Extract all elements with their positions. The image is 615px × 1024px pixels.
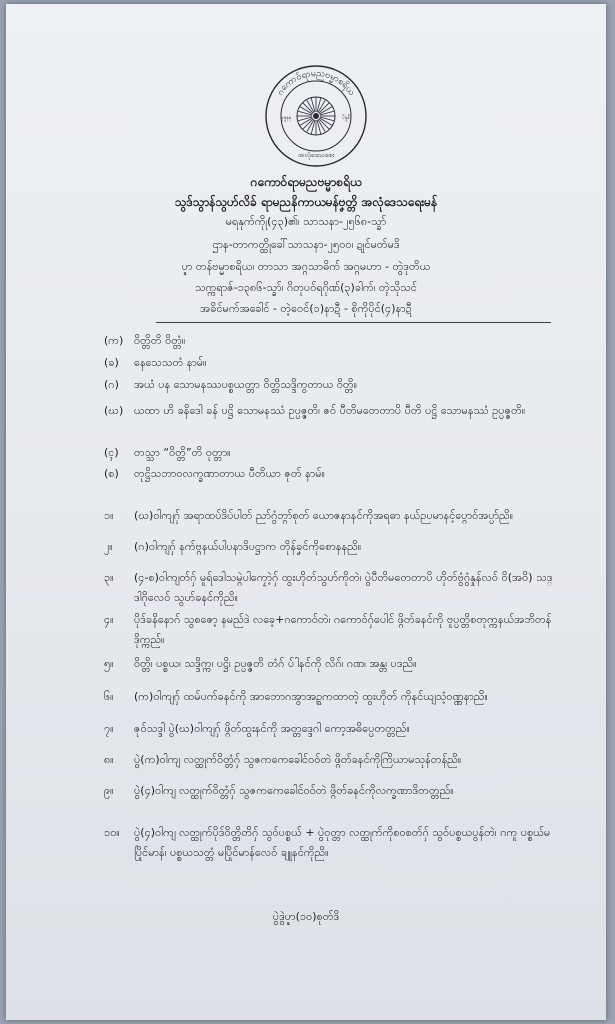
question-marker: (ဂ) (104, 378, 119, 391)
wheel-spoke (311, 120, 315, 134)
question-item (104, 687, 554, 707)
question-text: ဝိတ္တိ၊ ပစ္စယ၊ သဒ္ဒိက္က၊ ပဋ္ဌိ၊ ဥပ္ပဇ္ဇတိ တံဂ် ပ်ါနင်ကို လိဂ်၊ ဂဏ၊ အန္တ၊ ပဒညိ။ (134, 657, 417, 670)
wheel-spoke (317, 120, 321, 134)
wheel-spoke (298, 117, 312, 121)
question-text: နေသေသတံ နာမ်။ (134, 356, 207, 369)
question-item (104, 750, 554, 770)
question-item (104, 375, 554, 395)
header-time-line: အခိင်မက်အခေါင် - တဲ့ဝေင်(၁)နာဍီ - စိုကိုပိုင်(၄)နာဍီ (200, 302, 412, 315)
wheel-spoke (298, 111, 312, 115)
question-item (104, 506, 554, 526)
question-text: (ဃ)ဝါကျဂှ် အရာထပ်ဒိပ်ပါတ် ညာ်ဂွံဘ္ဂာ်စုတ် ယောဇနာနင်ကိုအရဓာ နယ်ဉပမာနင့်ပ္ဂောဝ်အပ္ပာ်ညိ။ (134, 509, 514, 522)
question-text: တသ္သာ “ဝိတ္တိ”တိ ဝုတ္တာ။ (134, 446, 231, 459)
question-item (104, 781, 554, 801)
question-item (104, 823, 554, 863)
question-text: ယထာ ဟိ ခနိဒေါ ခန် ပဋ္ဌိ သောမနဿံ ဥပ္ပဇ္ဇတိ၊ ဇဝ် ပီတိမတေတာပိ ပီတိ ပဋ္ဌိ သောမနဿံ ဥပ္ပဇ္ဇတိ။ (134, 404, 526, 417)
question-marker: ၆။ (104, 690, 114, 703)
question-marker: ၈။ (104, 753, 114, 766)
question-marker: (ခ) (104, 356, 119, 369)
question-text: ပွဲ(၄)ဝါကျ လတ္ထုက်ဝိတ္တံဂှ် သွဇကကေခေါင်ဝဝ်တဲ ဖ္ဂိတ်ခနင်ကိုလက္ခဏာဒိတတ္တည်။ (134, 784, 454, 797)
header-organization: သွဒ်သွာန်သွဟ်လိခ် ရာမညနိကာယမန်ဗၞတ္တိ အလုံဒေသရေးမန် (174, 195, 438, 209)
seal-left-text: မုန္နနန (280, 115, 292, 121)
header-location-line: ဌာန-တာကတ္ထိုခေါ်သာသနာ-၂၅၀၀၊ ဍုင်မတ်မဒိ (212, 238, 400, 251)
monastery-seal (264, 64, 368, 168)
exam-paper (6, 4, 606, 1020)
question-item (104, 331, 554, 351)
question-item (104, 353, 554, 373)
question-text: (၄-စ)ဝါကျတ်ဂှ် မူရ်ဒေါသမ္ဂဲပါကၠောဲ့ဂှ် ထွးဟိုတ်သွဟ်ကိုတဲ၊ ပွဲပီတိမတေတာပိ ဟိုတ်ဗွံဂွံနှုန်လဝ် ဝိ(အဝိ) သဒ္ဒါဂိုလေဝ် သွဟ်ခနင်ကိုညိ။ (134, 571, 553, 604)
question-marker: ၇။ (104, 722, 114, 735)
header-exam-class: ပ္ဍာ တန်ဗမ္မာစရိယ၊ တာသာ အဂ္ဂသာဓိက် အဂ္ဂမဟာ - တွဲဒုတိယ (181, 260, 431, 273)
header-year-line: မရနုက်ကိုု(၄၃)၏၊ သာသနာ-၂၅၆၈-သ္ခာ် (225, 215, 387, 228)
footer-note: ပွဲဒွဲပ္ဍာ(၁၀)စုတ်ဒိ (272, 910, 340, 923)
question-text: ဝိတ္တိတိ ဝိတ္တံ။ (134, 334, 186, 347)
wheel-spoke (320, 117, 334, 121)
header-divider (156, 322, 551, 323)
header-date-line: သက္ကရာဇ်-၁၃၈၆-သ္ခာ်၊ ဂိတုပဝ်ရဂိုဏ်(၃)ခါက်၊ တ္ၚဲသိုသင် (194, 281, 418, 294)
wheel-spoke (311, 98, 315, 112)
question-marker: (က) (104, 334, 124, 347)
seal-right-text: ပိန္ခခိ (341, 115, 351, 121)
question-item (104, 537, 554, 557)
question-marker: ၄။ (104, 613, 114, 626)
question-text: ပွဲ(က)ဝါကျ လတ္ထုက်ဝိတ္တံဂှ် သွဇကကေခေါင်ဝဝ်တဲ ဖ္ဂိတ်ခနင်ကိုကြိယာမသုန်တန်ညိ။ (134, 753, 462, 766)
question-marker: ၅။ (104, 657, 114, 670)
question-text: တုဋ္ဌိသဘာဝလက္ခဏာတာယ ပီတိယာ ဇုတ် နာမ်။ (134, 467, 325, 480)
question-item (104, 610, 554, 650)
wheel-spoke (320, 111, 334, 115)
question-item (104, 443, 554, 463)
question-item (104, 568, 554, 608)
wheel-spoke (317, 98, 321, 112)
svg-text:ဂကောဝ်ရာမညဗမ္မာစရိယ (276, 69, 357, 98)
question-marker: ၂။ (104, 540, 113, 553)
question-text: (ဂ)ဝါကျဂှ် နက်ဗ္ဂနယ်ပါပနာဒိပဋ္ဌာက တိုန်ခၞင်ကိုစောနနညိ။ (134, 540, 362, 553)
question-text: ပွဲ(၄)ဝါကျ လတ္ထုက်ပိုဒ်ဝိတ္တိတိဂှ် သွဝ်ပစ္စယ် + ပွဲဝုတ္တာ လတ္ထုက်ကိုစဝစတ်ဂှ် သွဝ်ပစ္စယပွန်တဲ၊ ဂကူ ပစ္စယ်မပြိုင်မာန်၊ ပစ္စယသတ္တံ မပြိုင်မာန်လေဝ် ချူနင်ကိုညိ။ (134, 826, 551, 859)
question-marker: ၁၀။ (104, 826, 120, 839)
question-item (104, 719, 554, 739)
question-text: ဇုဝ်သဒ္ဒါ ပွဲ(ဃ)ဝါကျဂှ် ဖ္ဂိတ်ထွးနင်ကို အတ္တဒ္ဒေဂါ ကော့အဓိပ္ပေတတ္တည်။ (134, 722, 410, 735)
question-text: ပိုဒ်ခနိနောဂ် သွစဇော့ နမည်ဒဲ လခေ့+ဂကောဝ်တဲ၊ ဂကောဝ်ဂှ်ပေါင် ဖ္ဂိတ်ခနင်ကို ဗူပ္ပတ္တိစတုက္ကနယ်အဘိတန် ဒိုက္ကည်။ (134, 613, 552, 646)
question-item (104, 401, 554, 421)
seal-outer-text: ဂကောဝ်ရာမညဗမ္မာစရိယ (275, 68, 357, 98)
question-marker: (ဃ) (104, 404, 124, 417)
question-marker: ၃။ (104, 571, 114, 584)
question-marker: ၁။ (104, 509, 114, 522)
question-text: (က)ဝါကျဂှ် ထမ်ပက်ခနင်ကို အာဘောဂအွာအဥ္ဂကထာတဲ့ ထွးဟိုတ် ကိုနင်ယျသံ့ဝဏ္ဏနာညိ။ (134, 690, 488, 703)
question-marker: ၉။ (104, 784, 114, 797)
header-monastery-name: ဂကောဝ်ရာမညဗမ္မာစရိယ (250, 175, 362, 189)
seal-bottom-text: အလုံဒေသစေး (297, 151, 335, 159)
question-item (104, 654, 554, 674)
question-item (104, 464, 554, 484)
question-marker: (ၚ) (104, 446, 119, 459)
question-marker: (စ) (104, 467, 119, 480)
question-text: အယံ ပန သောမနဿပစ္စယတ္တာ ဝိတ္တိသဒ္ဒိကွတာယ ဝိတ္တိ။ (134, 378, 358, 391)
